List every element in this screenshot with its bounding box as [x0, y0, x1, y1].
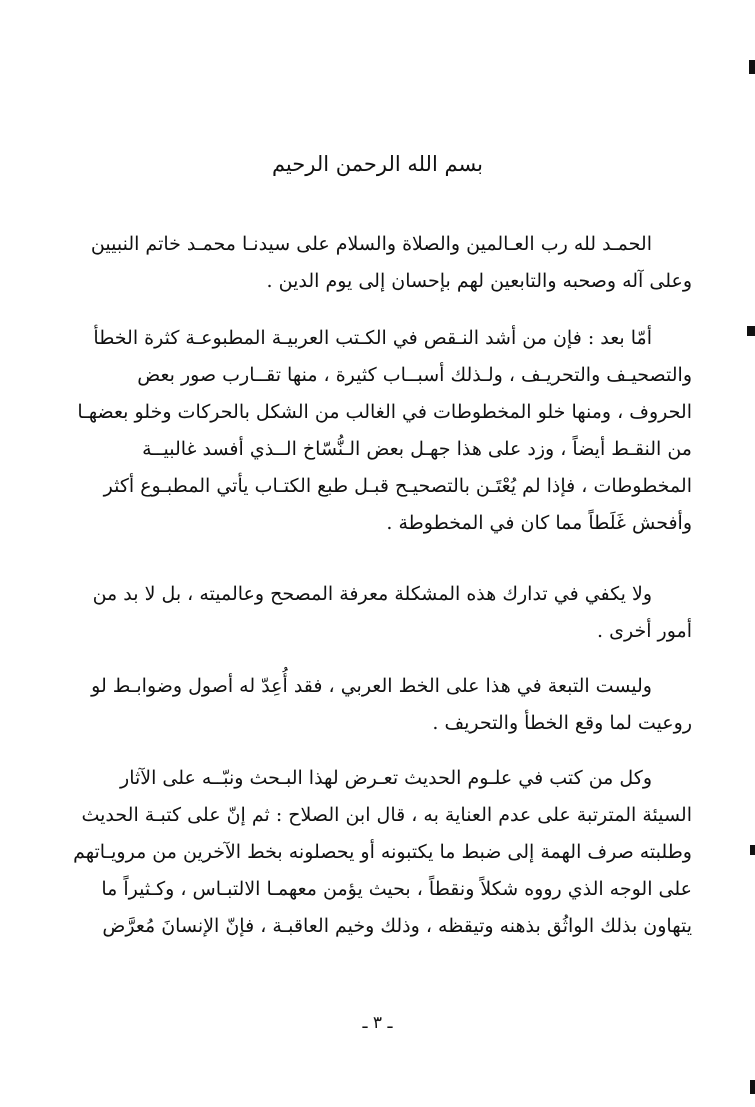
text-line: المخطوطات ، فإذا لم يُعْتَـن بالتصحيـح قبـل طبع الكتـاب يأتي المطبـوع أكثر: [103, 475, 692, 497]
basmala-heading: بسم الله الرحمن الرحيم: [271, 152, 484, 176]
text-line: وطلبته صرف الهمة إلى ضبط ما يكتبونه أو يحصلونه بخط الآخرين من مرويـاتهم: [73, 841, 692, 863]
text-line: على الوجه الذي رووه شكلاً ونقطاً ، بحيث يؤمن معهمـا الالتبـاس ، وكـثيراً ما: [101, 878, 692, 900]
text-line: وأفحش غَلَطاً مما كان في المخطوطة .: [386, 512, 692, 534]
scan-edge-mark: [749, 60, 755, 74]
text-line: ولا يكفي في تدارك هذه المشكلة معرفة المصحح وعالميته ، بل لا بد من: [92, 583, 652, 605]
text-line: أمور أخرى .: [597, 620, 692, 642]
text-line: الحمـد لله رب العـالمين والصلاة والسلام على سيدنـا محمـد خاتم النبيين: [90, 233, 652, 255]
text-line: وعلى آله وصحبه والتابعين لهم بإحسان إلى يوم الدين .: [266, 270, 692, 292]
scan-edge-mark: [750, 845, 755, 855]
page-number: ـ ٣ ـ: [362, 1013, 393, 1033]
paragraph-arabic-script: [92, 668, 692, 742]
text-line: السيئة المترتبة على عدم العناية به ، قال ابن الصلاح : ثم إنّ على كتبـة الحديث: [81, 804, 692, 826]
scan-edge-mark: [750, 1080, 755, 1094]
paragraph-hadith-sciences: [73, 760, 692, 945]
paragraph-praise: [92, 226, 692, 300]
text-line: روعيت لما وقع الخطأ والتحريف .: [432, 712, 692, 734]
text-line: وكل من كتب في علـوم الحديث تعـرض لهذا البـحث ونبّــه على الآثار: [120, 767, 652, 789]
text-line: من النقـط أيضاً ، وزد على هذا جهـل بعض الـنُّسّاخ الــذي أفسد غالبيــة: [142, 438, 692, 460]
paragraph-errors-in-books: [77, 320, 692, 542]
text-line: وليست التبعة في هذا على الخط العربي ، فقد أُعِدّ له أصول وضوابـط لو: [91, 675, 652, 697]
text-line: أمّا بعد : فإن من أشد النـقص في الكـتب العربيـة المطبوعـة كثرة الخطأ: [93, 327, 652, 349]
text-line: الحروف ، ومنها خلو المخطوطات في الغالب من الشكل بالحركات وخلو بعضهـا: [77, 401, 692, 423]
paragraph-editor-knowledge: [92, 576, 692, 650]
text-line: يتهاون بذلك الواثُق بذهنه وتيقظه ، وذلك وخيم العاقبـة ، فإنّ الإنسانَ مُعرَّض: [102, 915, 692, 937]
text-line: والتصحيـف والتحريـف ، ولـذلك أسبــاب كثيرة ، منها تقــارب صور بعض: [137, 364, 692, 386]
scan-edge-mark: [747, 326, 755, 336]
